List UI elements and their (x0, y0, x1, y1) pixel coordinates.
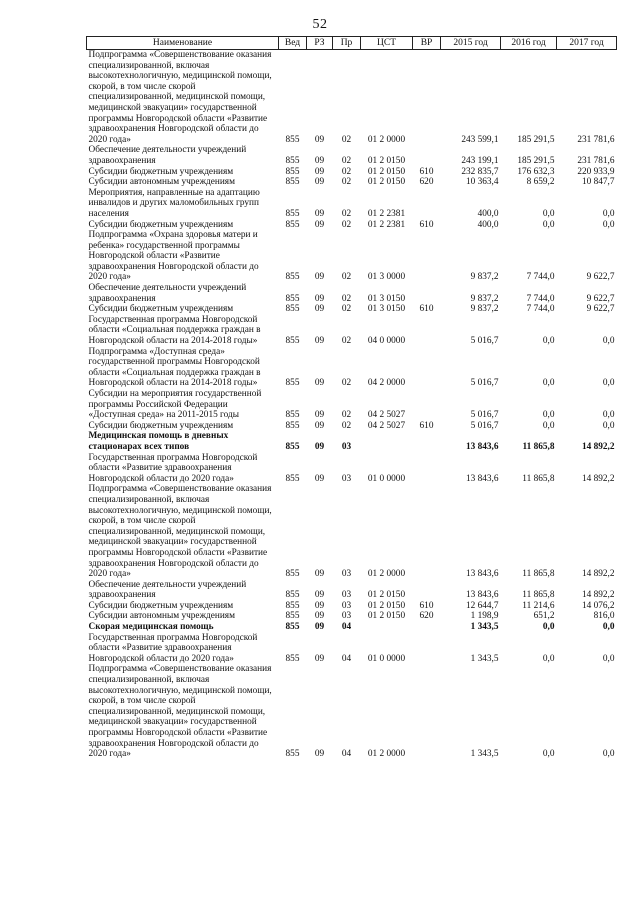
cell-rz: 09 (314, 420, 325, 431)
cell-2015: 9 837,2 (470, 272, 499, 283)
cell-rz: 09 (314, 410, 325, 421)
cell-cst (361, 431, 413, 452)
cell-pr: 04 (341, 622, 352, 633)
cell-2015: 13 843,6 (465, 569, 499, 580)
cell-rz: 09 (314, 590, 325, 601)
cell-2015: 1 343,5 (470, 622, 499, 633)
cell-2015: 9 837,2 (470, 293, 499, 304)
cell-2017: 0,0 (602, 336, 615, 347)
table-row (87, 664, 617, 759)
cell-rz: 09 (314, 473, 325, 484)
cell-vr (413, 145, 441, 166)
cell-pr: 02 (341, 166, 352, 177)
table-header-row (87, 37, 617, 50)
cell-vr (413, 622, 441, 633)
cell-2015: 13 843,6 (465, 473, 499, 484)
cell-name: Субсидии бюджетным учреждениям (88, 166, 234, 177)
cell-ved: 855 (285, 600, 300, 611)
cell-pr: 02 (341, 177, 352, 188)
cell-vr (413, 315, 441, 347)
cell-ved: 855 (285, 653, 300, 664)
cell-2015: 5 016,7 (470, 378, 499, 389)
cell-2015: 232 835,7 (461, 166, 499, 177)
cell-2016: 7 744,0 (526, 293, 555, 304)
cell-2016: 0,0 (542, 420, 555, 431)
header-2015: 2015 год (441, 37, 501, 50)
cell-pr: 03 (341, 590, 352, 601)
cell-pr: 04 (341, 653, 352, 664)
table-row (87, 389, 617, 421)
cell-rz: 09 (314, 441, 325, 452)
header-rz: РЗ (307, 37, 333, 50)
cell-name: Субсидии бюджетным учреждениям (88, 600, 234, 611)
cell-rz: 09 (314, 569, 325, 580)
table-row (87, 220, 617, 231)
cell-2016: 11 865,8 (522, 473, 555, 484)
table-row (87, 484, 617, 579)
cell-ved: 855 (285, 208, 300, 219)
cell-vr: 620 (419, 177, 434, 188)
cell-2017: 0,0 (602, 208, 615, 219)
cell-vr (413, 347, 441, 389)
cell-2016: 0,0 (542, 749, 555, 760)
cell-name: Субсидии бюджетным учреждениям (88, 304, 234, 315)
cell-rz: 09 (314, 208, 325, 219)
table-row (87, 145, 617, 166)
cell-rz: 09 (314, 749, 325, 760)
cell-ved: 855 (285, 611, 300, 622)
budget-table (86, 36, 617, 760)
cell-name: Государственная программа Новгородской области «Развитие здравоохранения Новгородской области до 2020 года» (88, 452, 258, 484)
cell-2017: 0,0 (602, 653, 615, 664)
cell-2016: 0,0 (542, 653, 555, 664)
cell-2017: 0,0 (602, 219, 615, 230)
cell-ved: 855 (285, 473, 300, 484)
cell-2017: 14 076,2 (581, 600, 615, 611)
table-body (87, 50, 617, 760)
cell-pr: 02 (341, 219, 352, 230)
header-2016: 2016 год (501, 37, 557, 50)
cell-2015: 243 599,1 (461, 134, 499, 145)
cell-rz: 09 (314, 611, 325, 622)
cell-vr (413, 389, 441, 421)
cell-vr (413, 453, 441, 485)
cell-cst: 04 2 5027 (367, 410, 406, 421)
cell-cst: 01 0 0000 (367, 473, 406, 484)
cell-2016: 185 291,5 (517, 134, 555, 145)
cell-name: Субсидии бюджетным учреждениям (88, 219, 234, 230)
cell-vr (413, 230, 441, 283)
cell-cst: 01 2 2381 (367, 219, 406, 230)
table-row (87, 50, 617, 146)
header-name: Наименование (87, 37, 279, 50)
cell-cst: 04 2 5027 (367, 420, 406, 431)
cell-2017: 14 892,2 (581, 590, 615, 601)
cell-2016: 11 865,8 (522, 441, 555, 452)
cell-pr: 04 (341, 749, 352, 760)
cell-rz: 09 (314, 219, 325, 230)
cell-cst: 01 3 0150 (367, 304, 406, 315)
cell-cst: 01 3 0150 (367, 293, 406, 304)
cell-vr: 610 (419, 304, 434, 315)
cell-2015: 13 843,6 (465, 590, 499, 601)
cell-pr: 02 (341, 293, 352, 304)
cell-ved: 855 (285, 293, 300, 304)
cell-ved: 855 (285, 304, 300, 315)
cell-2016: 0,0 (542, 219, 555, 230)
cell-cst: 01 2 0150 (367, 611, 406, 622)
cell-name: Подпрограмма «Совершенствование оказания специализированной, включая высокотехнологичную, медицинской помощи, скорой, в том числе скорой специализированной, медицинской помощи, медицинской эвакуации» государственной программы Новгородской области «Развитие здравоохранения Новгородской области до 2020 года» (88, 484, 272, 580)
table-row (87, 304, 617, 315)
cell-2017: 0,0 (602, 410, 615, 421)
cell-name: Подпрограмма «Доступная среда» государственной программы Новгородской области «Социальная поддержка граждан в Новгородской области на 2014-2018 годы» (88, 346, 261, 389)
cell-name: Субсидии автономным учреждениям (88, 611, 235, 622)
cell-2017: 14 892,2 (581, 473, 615, 484)
cell-ved: 855 (285, 134, 300, 145)
cell-2016: 185 291,5 (517, 155, 555, 166)
cell-2017: 14 892,2 (581, 569, 615, 580)
cell-name: Субсидии автономным учреждениям (88, 177, 235, 188)
cell-2017: 10 847,7 (581, 177, 615, 188)
cell-vr (413, 188, 441, 220)
cell-name: Подпрограмма «Совершенствование оказания специализированной, включая высокотехнологичную, медицинской помощи, скорой, в том числе скорой специализированной, медицинской помощи, медицинской эвакуации» государственной программы Новгородской области «Развитие здравоохранения Новгородской области до 2020 года» (88, 664, 272, 760)
cell-rz: 09 (314, 177, 325, 188)
cell-ved: 855 (285, 219, 300, 230)
cell-pr: 03 (341, 600, 352, 611)
cell-pr: 02 (341, 378, 352, 389)
cell-cst: 01 2 0000 (367, 569, 406, 580)
cell-cst: 01 2 0150 (367, 166, 406, 177)
table-row (87, 177, 617, 188)
cell-2017: 9 622,7 (586, 293, 615, 304)
cell-pr: 02 (341, 336, 352, 347)
cell-2017: 816,0 (593, 611, 615, 622)
cell-2016: 651,2 (533, 611, 555, 622)
cell-rz: 09 (314, 134, 325, 145)
table-row (87, 421, 617, 432)
cell-ved: 855 (285, 272, 300, 283)
cell-2015: 5 016,7 (470, 410, 499, 421)
table-row (87, 431, 617, 452)
cell-vr: 610 (419, 166, 434, 177)
cell-rz: 09 (314, 293, 325, 304)
cell-2016: 11 214,6 (522, 600, 555, 611)
cell-cst (361, 622, 413, 633)
header-vr: ВР (413, 37, 441, 50)
cell-2017: 0,0 (602, 749, 615, 760)
cell-name: Субсидии на мероприятия государственной программы Российской Федерации «Доступная среда» на 2011-2015 годы (88, 389, 262, 421)
cell-vr (413, 283, 441, 304)
cell-2017: 231 781,6 (577, 134, 615, 145)
cell-2017: 9 622,7 (586, 304, 615, 315)
cell-ved: 855 (285, 749, 300, 760)
page-number: 52 (312, 17, 328, 32)
cell-vr: 620 (419, 611, 434, 622)
cell-ved: 855 (285, 410, 300, 421)
cell-rz: 09 (314, 378, 325, 389)
cell-vr (413, 431, 441, 452)
cell-name: Скорая медицинская помощь (88, 622, 214, 633)
cell-rz: 09 (314, 653, 325, 664)
cell-2015: 400,0 (477, 208, 499, 219)
cell-2015: 243 199,1 (461, 155, 499, 166)
table-row (87, 167, 617, 178)
cell-vr: 610 (419, 600, 434, 611)
cell-ved: 855 (285, 441, 300, 452)
cell-pr: 03 (341, 611, 352, 622)
cell-2015: 9 837,2 (470, 304, 499, 315)
table-row (87, 580, 617, 601)
cell-rz: 09 (314, 622, 325, 633)
cell-name: Мероприятия, направленные на адаптацию инвалидов и других маломобильных групп населения (88, 187, 260, 219)
table-row (87, 611, 617, 622)
cell-name: Государственная программа Новгородской области «Социальная поддержка граждан в Новгородской области на 2014-2018 годы» (88, 314, 261, 347)
cell-2016: 11 865,8 (522, 590, 555, 601)
cell-pr: 02 (341, 272, 352, 283)
cell-2016: 0,0 (542, 336, 555, 347)
cell-cst: 01 2 0150 (367, 590, 406, 601)
cell-ved: 855 (285, 590, 300, 601)
cell-ved: 855 (285, 569, 300, 580)
cell-ved: 855 (285, 177, 300, 188)
cell-vr (413, 580, 441, 601)
cell-vr: 610 (419, 420, 434, 431)
header-ved: Вед (279, 37, 307, 50)
cell-cst: 04 2 0000 (367, 378, 406, 389)
cell-pr: 02 (341, 420, 352, 431)
cell-2016: 7 744,0 (526, 272, 555, 283)
cell-pr: 03 (341, 441, 352, 452)
cell-pr: 02 (341, 134, 352, 145)
table-row (87, 633, 617, 665)
cell-name: Обеспечение деятельности учреждений здравоохранения (88, 579, 247, 601)
header-pr: Пр (333, 37, 361, 50)
cell-2015: 12 644,7 (465, 600, 499, 611)
cell-name: Медицинская помощь в дневных стационарах всех типов (88, 431, 229, 452)
cell-2016: 8 659,2 (526, 177, 555, 188)
cell-2016: 0,0 (542, 622, 555, 633)
cell-cst: 01 2 0000 (367, 749, 406, 760)
cell-2016: 176 632,3 (517, 166, 555, 177)
cell-cst: 01 2 0150 (367, 177, 406, 188)
cell-2017: 220 933,9 (577, 166, 615, 177)
cell-name: Обеспечение деятельности учреждений здравоохранения (88, 283, 247, 304)
cell-cst: 04 0 0000 (367, 336, 406, 347)
cell-2016: 0,0 (542, 208, 555, 219)
cell-ved: 855 (285, 378, 300, 389)
cell-rz: 09 (314, 166, 325, 177)
table-row (87, 230, 617, 283)
cell-2015: 1 198,9 (470, 611, 499, 622)
header-cst: ЦСТ (361, 37, 413, 50)
cell-vr (413, 633, 441, 665)
table-row (87, 315, 617, 347)
cell-pr: 02 (341, 410, 352, 421)
cell-pr: 03 (341, 473, 352, 484)
cell-2017: 0,0 (602, 378, 615, 389)
cell-2015: 13 843,6 (465, 441, 499, 452)
cell-2017: 0,0 (602, 622, 615, 633)
cell-2015: 1 343,5 (470, 653, 499, 664)
cell-cst: 01 2 0000 (367, 134, 406, 145)
cell-ved: 855 (285, 166, 300, 177)
cell-2016: 7 744,0 (526, 304, 555, 315)
cell-2017: 9 622,7 (586, 272, 615, 283)
cell-2016: 0,0 (542, 410, 555, 421)
table-row (87, 622, 617, 633)
cell-2017: 0,0 (602, 420, 615, 431)
cell-2017: 14 892,2 (581, 441, 615, 452)
cell-cst: 01 0 0000 (367, 653, 406, 664)
cell-name: Субсидии бюджетным учреждениям (88, 420, 234, 431)
cell-ved: 855 (285, 155, 300, 166)
cell-pr: 02 (341, 155, 352, 166)
cell-rz: 09 (314, 600, 325, 611)
cell-name: Государственная программа Новгородской области «Развитие здравоохранения Новгородской области до 2020 года» (88, 632, 258, 664)
cell-name: Подпрограмма «Охрана здоровья матери и ребенка» государственной программы Новгородской области «Развитие здравоохранения Новгородской области до 2020 года» (88, 230, 259, 283)
header-2017: 2017 год (557, 37, 617, 50)
cell-cst: 01 2 0150 (367, 155, 406, 166)
cell-ved: 855 (285, 622, 300, 633)
table-row (87, 453, 617, 485)
cell-2017: 231 781,6 (577, 155, 615, 166)
cell-cst: 01 2 0150 (367, 600, 406, 611)
cell-vr (413, 50, 441, 146)
cell-pr: 02 (341, 304, 352, 315)
cell-rz: 09 (314, 304, 325, 315)
table-row (87, 283, 617, 304)
cell-2016: 11 865,8 (522, 569, 555, 580)
cell-rz: 09 (314, 155, 325, 166)
cell-2015: 400,0 (477, 219, 499, 230)
cell-2015: 10 363,4 (465, 177, 499, 188)
cell-cst: 01 2 2381 (367, 208, 406, 219)
cell-pr: 02 (341, 208, 352, 219)
cell-2015: 5 016,7 (470, 336, 499, 347)
table-row (87, 347, 617, 389)
cell-vr (413, 484, 441, 579)
cell-2015: 5 016,7 (470, 420, 499, 431)
cell-2016: 0,0 (542, 378, 555, 389)
cell-vr: 610 (419, 219, 434, 230)
cell-name: Обеспечение деятельности учреждений здравоохранения (88, 145, 247, 166)
cell-cst: 01 3 0000 (367, 272, 406, 283)
cell-rz: 09 (314, 272, 325, 283)
cell-2015: 1 343,5 (470, 749, 499, 760)
table-row (87, 601, 617, 612)
cell-name: Подпрограмма «Совершенствование оказания специализированной, включая высокотехнологичную, медицинской помощи, скорой, в том числе скорой специализированной, медицинской помощи, медицинской эвакуации» государственной программы Новгородской области «Развитие здравоохранения Новгородской области до 2020 года» (88, 50, 272, 145)
cell-pr: 03 (341, 569, 352, 580)
cell-vr (413, 664, 441, 759)
table-row (87, 188, 617, 220)
cell-ved: 855 (285, 420, 300, 431)
cell-ved: 855 (285, 336, 300, 347)
cell-rz: 09 (314, 336, 325, 347)
